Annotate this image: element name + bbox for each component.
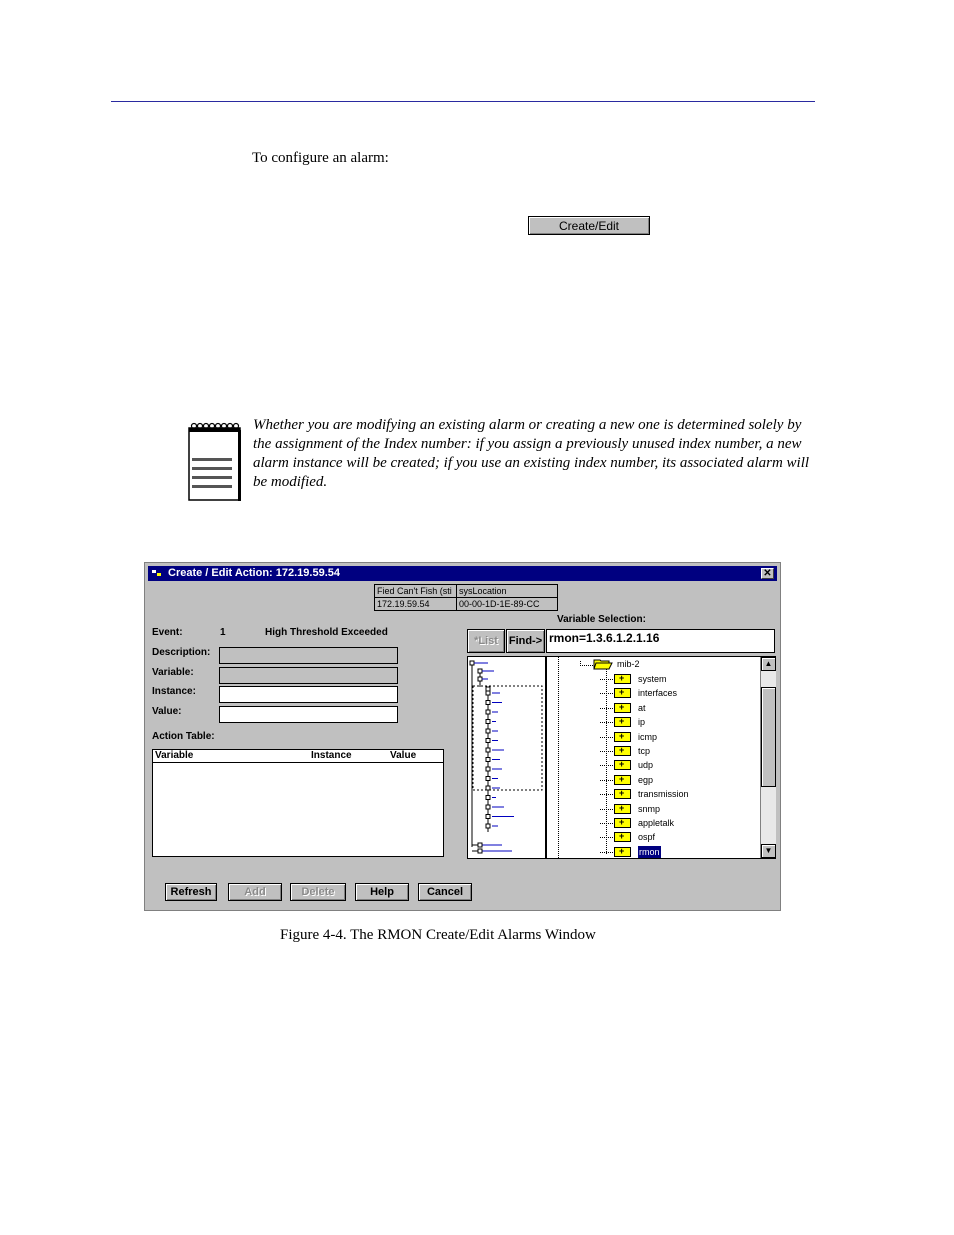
- mib-tree-panel: [467, 656, 776, 859]
- col-instance[interactable]: Instance: [311, 750, 352, 761]
- folder-icon: [614, 703, 631, 713]
- mib-tree[interactable]: [548, 657, 760, 858]
- find-button[interactable]: Find->: [506, 629, 545, 653]
- folder-icon: [614, 847, 631, 857]
- overview-node-box: [486, 701, 490, 705]
- system-menu-icon[interactable]: [152, 569, 162, 578]
- refresh-button[interactable]: Refresh: [165, 883, 217, 901]
- action-table[interactable]: [152, 749, 444, 857]
- add-button[interactable]: Add: [228, 883, 282, 901]
- col-variable[interactable]: Variable: [155, 750, 194, 761]
- info-syslocation-label: sysLocation: [459, 586, 507, 596]
- window-title: Create / Edit Action: 172.19.59.54: [168, 567, 340, 579]
- list-button[interactable]: *List: [467, 629, 505, 653]
- value-field[interactable]: [219, 706, 398, 723]
- folder-icon: [614, 804, 631, 814]
- overview-node-box: [486, 796, 490, 800]
- col-value[interactable]: Value: [390, 750, 417, 761]
- delete-button[interactable]: Delete: [290, 883, 346, 901]
- folder-icon: [614, 818, 631, 828]
- overview-node-box: [486, 777, 490, 781]
- create-edit-button[interactable]: Create/Edit: [528, 216, 650, 235]
- tree-node-label: udp: [638, 760, 654, 771]
- note-text: Whether you are modifying an existing alarm or creating a new one is determined solely by the assignment of the Index number: if you assign a previously unused index number, a new alarm instance will be created; if you use an existing index number, its associated alarm will be modified.: [253, 417, 810, 490]
- figure-caption: Figure 4-4. The RMON Create/Edit Alarms Window: [280, 927, 596, 943]
- tree-node-label: interfaces: [638, 688, 678, 699]
- tree-scrollbar[interactable]: [760, 657, 776, 858]
- folder-icon: [614, 832, 631, 842]
- folder-icon: [614, 775, 631, 785]
- overview-node-box: [486, 786, 490, 790]
- info-mac: 00-00-1D-1E-89-CC: [459, 599, 540, 609]
- action-table-header: [153, 750, 443, 763]
- tree-connector: [600, 737, 613, 738]
- description-label: Description:: [152, 647, 211, 658]
- tree-node-label: tcp: [638, 746, 651, 756]
- create-edit-window: [144, 562, 781, 911]
- info-device-name: Fied Can't Fish (sti: [377, 586, 452, 596]
- overview-node-box: [486, 720, 490, 724]
- scroll-up-button[interactable]: ▲: [761, 657, 776, 671]
- folder-icon: [614, 688, 631, 698]
- help-button[interactable]: Help: [355, 883, 409, 901]
- instance-label: Instance:: [152, 686, 196, 697]
- tree-node-label: egp: [638, 774, 654, 785]
- variable-selection-label: Variable Selection:: [557, 614, 646, 625]
- overview-node-box: [486, 739, 490, 743]
- tree-node-label: at: [638, 702, 646, 713]
- action-table-label: Action Table:: [152, 731, 215, 742]
- folder-icon: [614, 732, 631, 742]
- tree-node-label: rmon: [639, 846, 660, 857]
- folder-icon: [614, 746, 631, 756]
- info-ip: 172.19.59.54: [377, 599, 430, 609]
- tree-node-label: ip: [638, 717, 646, 728]
- folder-icon: [614, 717, 631, 727]
- tree-node-label: snmp: [638, 803, 661, 814]
- overview-node-box: [486, 758, 490, 762]
- tree-node-label: transmission: [638, 789, 689, 800]
- overview-node-box: [486, 805, 490, 809]
- variable-label: Variable:: [152, 667, 194, 678]
- close-button[interactable]: ✕: [761, 568, 774, 579]
- variable-selection-input[interactable]: rmon=1.3.6.1.2.1.16: [546, 629, 775, 653]
- tree-connector: [600, 722, 613, 723]
- overview-node-box: [486, 748, 490, 752]
- scroll-down-button[interactable]: ▼: [761, 844, 776, 858]
- overview-node-box: [486, 710, 490, 714]
- window-titlebar: [148, 566, 777, 581]
- event-name: High Threshold Exceeded: [265, 627, 388, 638]
- header-rule: [111, 101, 815, 102]
- variable-field: [219, 667, 398, 684]
- tree-connector: [600, 852, 613, 853]
- overview-node-box: [486, 815, 490, 819]
- event-label: Event:: [152, 627, 183, 638]
- overview-node-box: [486, 729, 490, 733]
- tree-connector: [600, 765, 613, 766]
- tree-node-label: appletalk: [638, 818, 675, 828]
- notepad-icon: [186, 418, 242, 502]
- overview-node-box: [486, 767, 490, 771]
- tree-connector: [600, 794, 613, 795]
- tree-node-label: system: [638, 674, 667, 684]
- folder-icon: [614, 674, 631, 684]
- intro-text: To configure an alarm:: [252, 150, 389, 166]
- tree-connector: [600, 837, 613, 838]
- tree-connector: [600, 751, 613, 752]
- scroll-thumb[interactable]: [761, 687, 776, 787]
- tree-node-label: ospf: [638, 832, 656, 843]
- tree-connector: [600, 823, 613, 824]
- folder-icon: [614, 789, 631, 799]
- description-field: [219, 647, 398, 664]
- tree-node-label: icmp: [638, 731, 658, 742]
- tree-overview[interactable]: [468, 657, 547, 858]
- tree-connector: [600, 809, 613, 810]
- instance-field[interactable]: [219, 686, 398, 703]
- folder-icon: [614, 760, 631, 770]
- open-folder-icon: [593, 658, 613, 670]
- overview-node-box: [486, 691, 490, 695]
- tree-connector: [600, 780, 613, 781]
- event-number: 1: [220, 627, 226, 638]
- device-info-box: [374, 584, 558, 611]
- tree-connector: [600, 693, 613, 694]
- value-label: Value:: [152, 706, 182, 717]
- cancel-button[interactable]: Cancel: [418, 883, 472, 901]
- tree-connector: [600, 708, 613, 709]
- overview-node-box: [486, 824, 490, 828]
- tree-root-label: mib-2: [617, 659, 640, 669]
- tree-connector: [600, 679, 613, 680]
